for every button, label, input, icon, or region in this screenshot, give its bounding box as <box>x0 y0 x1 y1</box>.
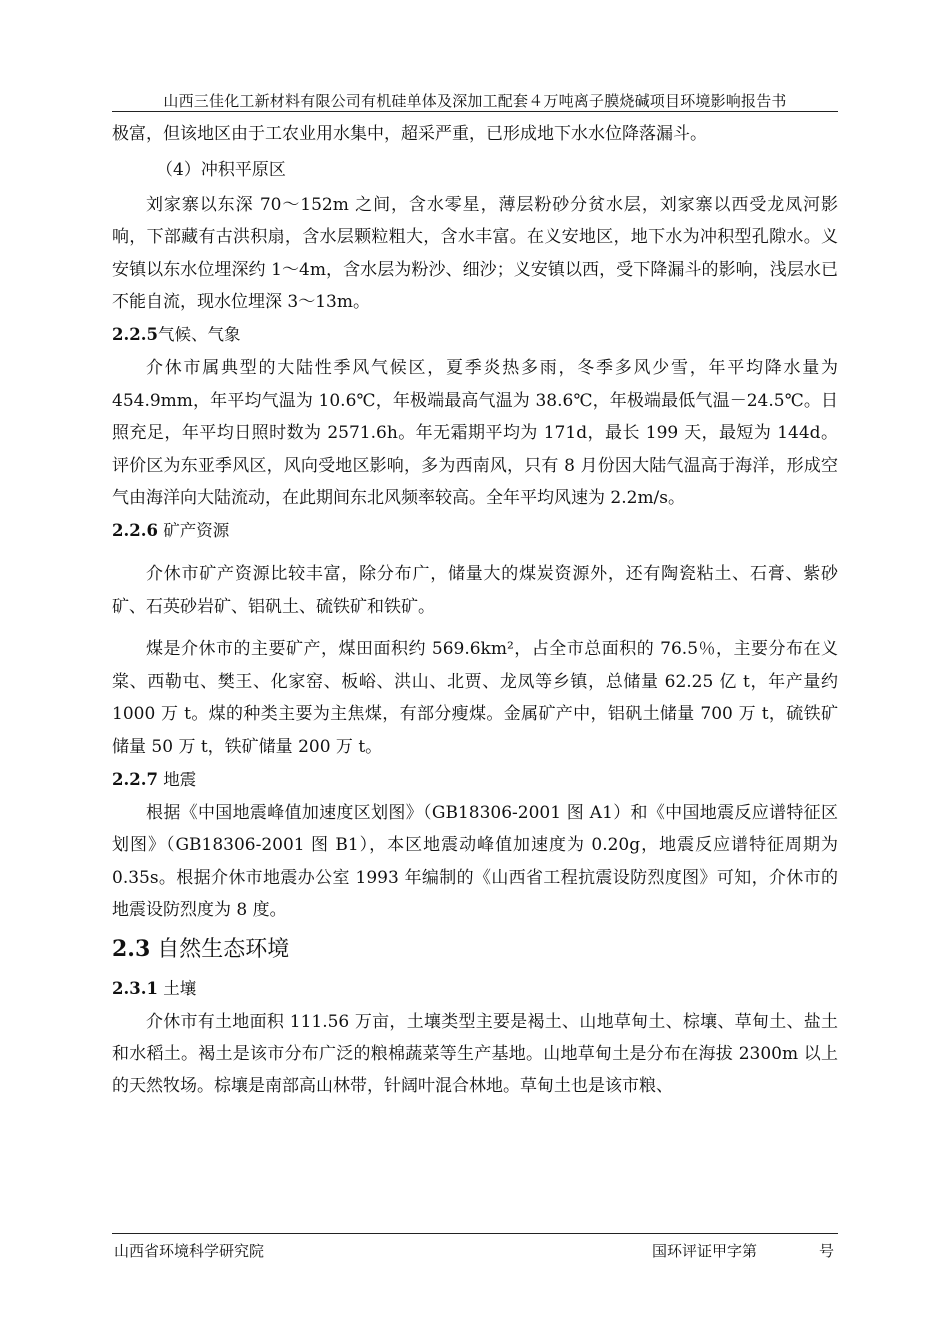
heading-text: 气候、气象 <box>157 325 241 345</box>
heading-2-3 <box>112 931 838 968</box>
heading-text: 地震 <box>163 769 197 789</box>
heading-text: 矿产资源 <box>163 521 230 541</box>
heading-2-2-7 <box>112 765 838 795</box>
page-header-title: 山西三佳化工新材料有限公司有机硅单体及深加工配套４万吨离子膜烧碱项目环境影响报告书 <box>163 92 787 110</box>
footer-organization: 山西省环境科学研究院 <box>114 1242 265 1260</box>
paragraph-mineral-overview: 介休市矿产资源比较丰富，除分布广，储量大的煤炭资源外，还有陶瓷粘土、石膏、紫砂矿、石英砂岩矿、铝矾土、硫铁矿和铁矿。 <box>112 564 838 617</box>
paragraph-coal: 煤是介休市的主要矿产，煤田面积约 569.6km²，占全市总面积的 76.5％，主要分布在义棠、西勒屯、樊王、化家窑、板峪、洪山、北贾、龙凤等乡镇，总储量 62.25 亿 t，年产量约 1000 万 t。煤的种类主要为主焦煤，有部分瘦煤。金属矿产中，铝矾土储量 700 万 t，硫铁矿储量 50 万 t，铁矿储量 200 万 t。 <box>112 639 838 757</box>
heading-number: 2.3.1 <box>112 978 158 998</box>
heading-text: 自然生态环境 <box>157 936 290 962</box>
heading-2-2-6 <box>112 516 838 546</box>
heading-number: 2.3 <box>112 935 151 962</box>
footer-certificate <box>652 1240 838 1261</box>
footer-certificate-suffix: 号 <box>818 1242 834 1260</box>
heading-number: 2.2.5 <box>112 325 158 345</box>
heading-2-2-5 <box>112 320 838 350</box>
paragraph-alluvial-plain: 刘家寨以东深 70～152m 之间，含水零星，薄层粉砂分贫水层，刘家寨以西受龙凤河影响，下部藏有古洪积扇，含水层颗粒粗大，含水丰富。在义安地区，地下水为冲积型孔隙水。义安镇以东水位埋深约 1～4m，含水层为粉沙、细沙；义安镇以西，受下降漏斗的影响，浅层水已不能自流，现水位埋深 3～13m。 <box>112 194 838 313</box>
header-divider <box>112 111 838 112</box>
heading-number: 2.2.6 <box>112 521 158 541</box>
heading-text: 土壤 <box>163 978 197 998</box>
heading-2-3-1 <box>112 974 838 1004</box>
subsection-alluvial-plain: （4）冲积平原区 <box>156 160 286 181</box>
paragraph-soil: 介休市有土地面积 111.56 万亩，土壤类型主要是褐土、山地草甸土、棕壤、草甸土、盐土和水稻土。褐土是该市分布广泛的粮棉蔬菜等生产基地。山地草甸土是分布在海拔 2300m 以上的天然牧场。棕壤是南部高山林带，针阔叶混合林地。草甸土也是该市粮、 <box>112 1011 838 1097</box>
paragraph-earthquake: 根据《中国地震峰值加速度区划图》（GB18306-2001 图 A1）和《中国地震反应谱特征区划图》（GB18306-2001 图 B1），本区地震动峰值加速度为 0.20g，地震反应谱特征周期为 0.35s。根据介休市地震办公室 1993 年编制的《山西省工程抗震设防烈度图》可知，介休市的地震设防烈度为 8 度。 <box>112 802 838 921</box>
paragraph-groundwater-continued: 极富，但该地区由于工农业用水集中，超采严重，已形成地下水水位降落漏斗。 <box>112 124 707 144</box>
footer-divider <box>112 1233 838 1234</box>
document-body <box>112 118 838 1103</box>
paragraph-climate: 介休市属典型的大陆性季风气候区，夏季炎热多雨，冬季多风少雪，年平均降水量为 454.9mm，年平均气温为 10.6℃，年极端最高气温为 38.6℃，年极端最低气温－24.5℃。日照充足，年平均日照时数为 2571.6h。年无霜期平均为 171d，最长 199 天，最短为 144d。评价区为东亚季风区，风向受地区影响，多为西南风，只有 8 月份因大陆气温高于海洋，形成空气由海洋向大陆流动，在此期间东北风频率较高。全年平均风速为 2.2m/s。 <box>112 358 838 509</box>
heading-number: 2.2.7 <box>112 769 158 789</box>
footer-certificate-label: 国环评证甲字第 <box>652 1242 758 1260</box>
